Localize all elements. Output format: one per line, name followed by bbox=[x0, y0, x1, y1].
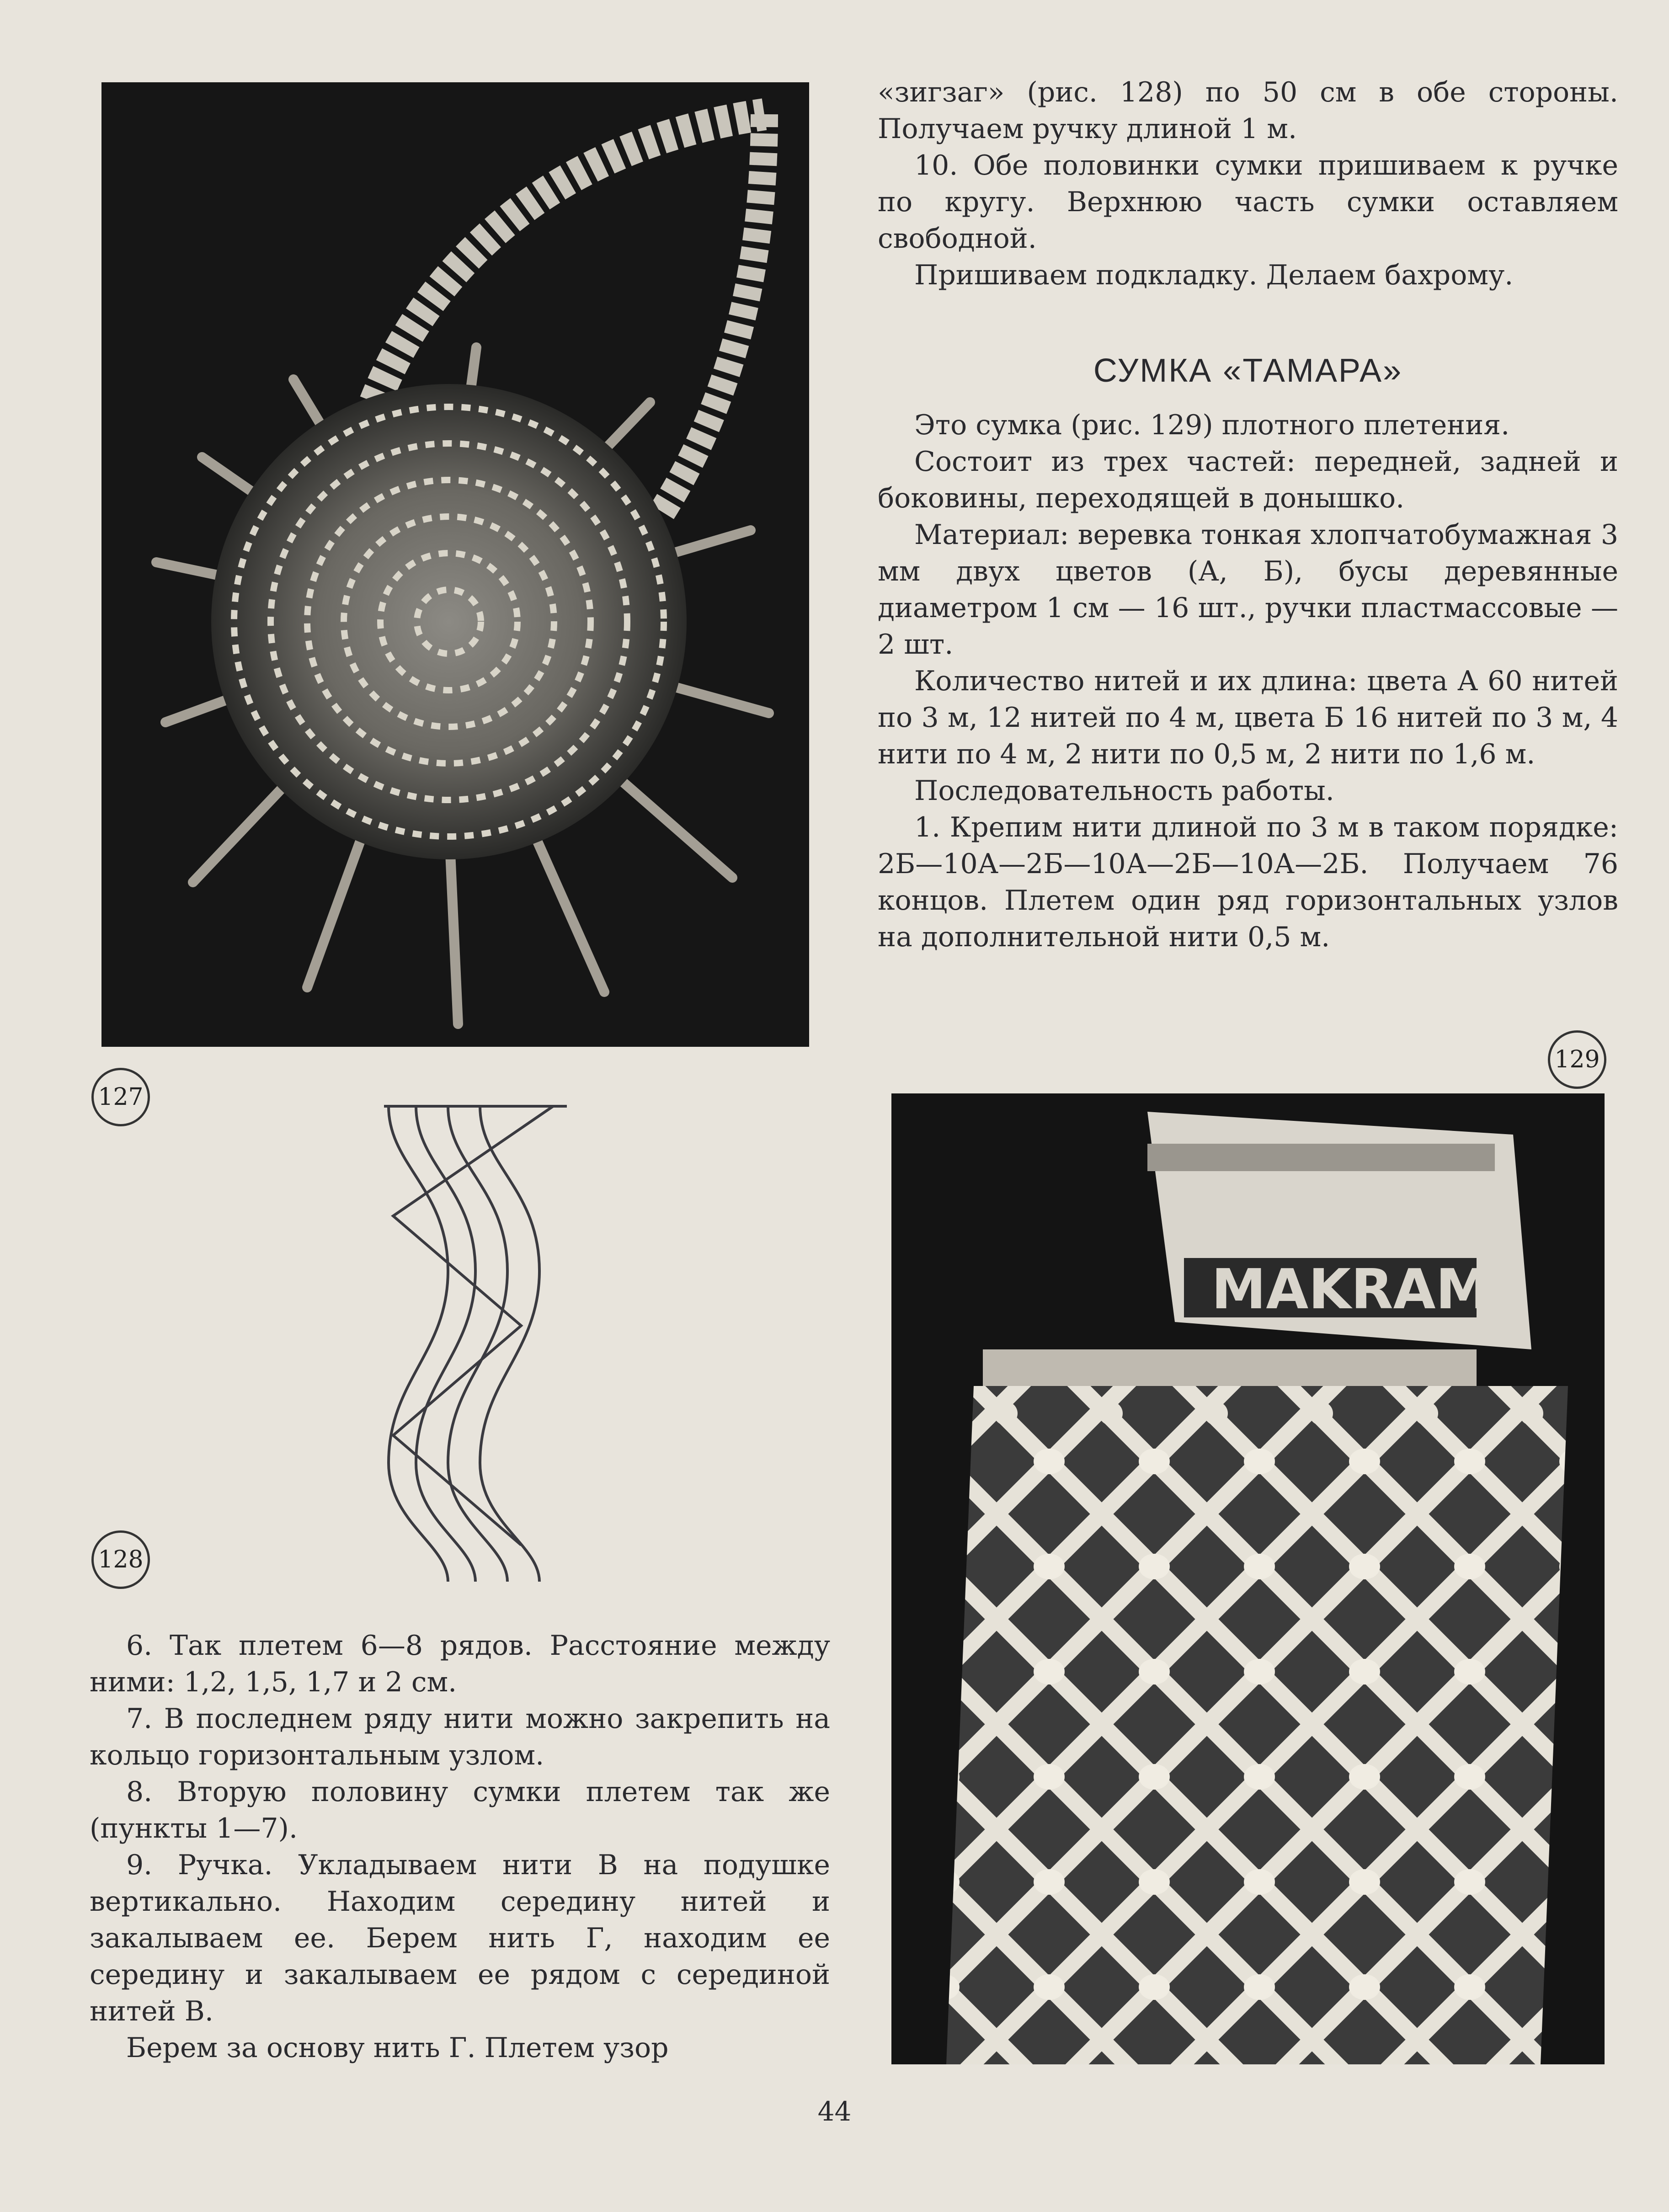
paragraph: 9. Ручка. Укладываем нити В на подушке вертикально. Находим середину нитей и закалываем ее. Берем нить Г, находим ее середину и закалываем ее рядом с серединой нитей В. bbox=[90, 1849, 830, 2027]
figure-number-129: 129 bbox=[1548, 1030, 1606, 1089]
diagram-128-zigzag bbox=[384, 1097, 576, 1591]
figure-number-127: 127 bbox=[91, 1068, 150, 1126]
paragraph: Состоит из трех частей: передней, задней и боковины, переходящей в донышко. bbox=[878, 446, 1618, 514]
paragraph: Пришиваем подкладку. Делаем бахрому. bbox=[914, 259, 1514, 291]
paragraph: Последовательность работы. bbox=[914, 775, 1334, 807]
zigzag-diagram bbox=[384, 1097, 576, 1591]
right-top-text bbox=[878, 74, 1618, 293]
photo-129-label: MAKRAM bbox=[1211, 1258, 1490, 1322]
paragraph: Берем за основу нить Г. Плетем узор bbox=[126, 2032, 669, 2064]
paragraph: 1. Крепим нити длиной по 3 м в таком порядке: 2Б—10А—2Б—10А—2Б—10А—2Б. Получаем 76 концов. Плетем один ряд горизонтальных узлов на дополнительной нити 0,5 м. bbox=[878, 811, 1618, 953]
right-section-text bbox=[878, 407, 1618, 955]
round-bag-illustration bbox=[101, 82, 809, 1047]
paragraph: 10. Обе половинки сумки пришиваем к ручке по кругу. Верхнюю часть сумки оставляем свободной. bbox=[878, 149, 1618, 255]
paragraph: Материал: веревка тонкая хлопчатобумажная 3 мм двух цветов (А, Б), бусы деревянные диаметром 1 см — 16 шт., ручки пластмассовые — 2 шт. bbox=[878, 519, 1618, 661]
photo-129-tamara-bag bbox=[891, 1093, 1605, 2064]
photo-127-round-bag bbox=[101, 82, 809, 1047]
paragraph: Это сумка (рис. 129) плотного плетения. bbox=[914, 409, 1510, 441]
paragraph: 7. В последнем ряду нити можно закрепить на кольцо горизонтальным узлом. bbox=[90, 1703, 830, 1771]
left-bottom-text bbox=[90, 1627, 830, 2066]
paragraph: 6. Так плетем 6—8 рядов. Расстояние между ними: 1,2, 1,5, 1,7 и 2 см. bbox=[90, 1630, 830, 1698]
section-title: СУМКА «ТАМАРА» bbox=[1093, 352, 1403, 389]
tamara-bag-illustration bbox=[891, 1093, 1605, 2064]
paragraph: 8. Вторую половину сумки плетем так же (пункты 1—7). bbox=[90, 1776, 830, 1844]
figure-number-128: 128 bbox=[91, 1530, 150, 1589]
page-number: 44 bbox=[817, 2096, 852, 2127]
paragraph: «зигзаг» (рис. 128) по 50 см в обе стороны. Получаем ручку длиной 1 м. bbox=[878, 76, 1618, 145]
paragraph: Количество нитей и их длина: цвета А 60 нитей по 3 м, 12 нитей по 4 м, цвета Б 16 нитей по 3 м, 4 нити по 4 м, 2 нити по 0,5 м, 2 нити по 1,6 м. bbox=[878, 665, 1618, 770]
